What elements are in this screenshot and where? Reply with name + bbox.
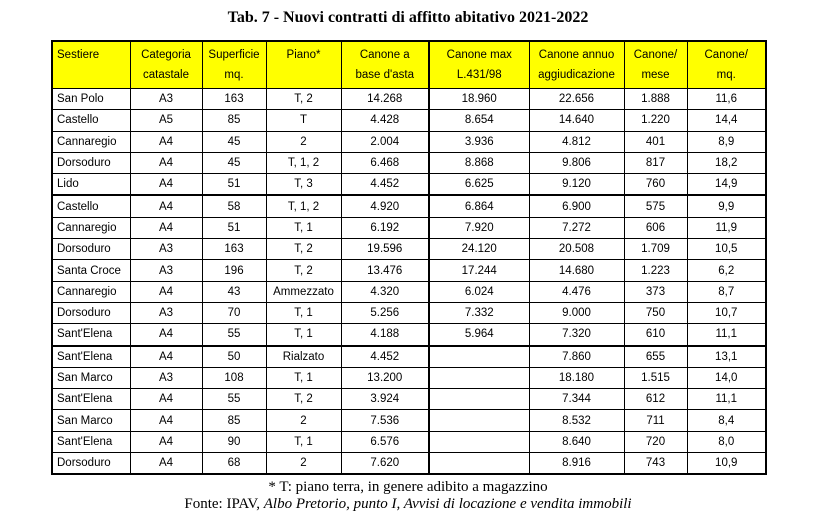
header-label: mq. (224, 69, 244, 81)
cell-canone-mese: 612 (624, 389, 687, 410)
cell-sestiere: Dorsoduro (52, 302, 130, 323)
cell-sestiere: Cannaregio (52, 281, 130, 302)
cell-canone-mq: 14,9 (687, 174, 766, 196)
cell-categoria-catastale: A3 (130, 367, 202, 388)
cell-canone-max (429, 453, 529, 475)
table-row (52, 239, 766, 260)
table-row (52, 260, 766, 281)
header-cell-superficie-mq (202, 41, 266, 89)
source-italic-text: Albo Pretorio, punto I, Avvisi di locazione e vendita immobili (263, 496, 632, 513)
cell-canone-base-asta: 4.188 (341, 324, 429, 346)
cell-canone-mese: 743 (624, 453, 687, 475)
header-cell-canone-annuo-aggiudicazione (529, 41, 624, 89)
header-label: aggiudicazione (538, 69, 615, 81)
cell-categoria-catastale: A4 (130, 131, 202, 152)
header-cell-categoria-catastale (130, 41, 202, 89)
cell-canone-base-asta: 7.536 (341, 410, 429, 431)
cell-canone-annuo-aggiudicazione: 14.680 (529, 260, 624, 281)
cell-sestiere: Dorsoduro (52, 152, 130, 173)
cell-canone-mese: 1.220 (624, 110, 687, 131)
table-row (52, 367, 766, 388)
cell-piano: 2 (266, 410, 341, 431)
header-label: Categoria (141, 49, 191, 61)
cell-canone-base-asta: 14.268 (341, 89, 429, 110)
cell-piano: T, 1, 2 (266, 152, 341, 173)
cell-canone-max: 18.960 (429, 89, 529, 110)
cell-canone-base-asta: 13.476 (341, 260, 429, 281)
cell-canone-max: 17.244 (429, 260, 529, 281)
cell-categoria-catastale: A4 (130, 389, 202, 410)
cell-canone-base-asta: 4.320 (341, 281, 429, 302)
cell-categoria-catastale: A4 (130, 453, 202, 475)
table-row (52, 302, 766, 323)
cell-superficie-mq: 163 (202, 89, 266, 110)
cell-sestiere: Castello (52, 110, 130, 131)
cell-categoria-catastale: A3 (130, 260, 202, 281)
cell-canone-mq: 8,0 (687, 431, 766, 452)
cell-canone-mese: 1.223 (624, 260, 687, 281)
cell-piano: T (266, 110, 341, 131)
cell-piano: T, 1 (266, 431, 341, 452)
cell-canone-mese: 373 (624, 281, 687, 302)
table-row (52, 453, 766, 475)
cell-canone-mq: 6,2 (687, 260, 766, 281)
cell-piano: T, 1 (266, 324, 341, 346)
cell-canone-annuo-aggiudicazione: 22.656 (529, 89, 624, 110)
table-row (52, 131, 766, 152)
cell-sestiere: San Marco (52, 410, 130, 431)
table-row (52, 195, 766, 217)
header-label: Canone/ (633, 49, 678, 61)
cell-superficie-mq: 50 (202, 346, 266, 368)
table-header (52, 41, 766, 89)
cell-categoria-catastale: A3 (130, 302, 202, 323)
header-label: base d'asta (355, 69, 414, 81)
header-label: Sestiere (57, 49, 100, 61)
header-cell-canone-max (429, 41, 529, 89)
cell-categoria-catastale: A4 (130, 152, 202, 173)
cell-canone-base-asta: 4.920 (341, 195, 429, 217)
cell-superficie-mq: 163 (202, 239, 266, 260)
table-row (52, 281, 766, 302)
table-row (52, 152, 766, 173)
cell-categoria-catastale: A4 (130, 217, 202, 238)
cell-superficie-mq: 85 (202, 110, 266, 131)
cell-superficie-mq: 90 (202, 431, 266, 452)
header-cell-canone-mese (624, 41, 687, 89)
source-line (0, 496, 816, 513)
cell-canone-mq: 18,2 (687, 152, 766, 173)
table-row (52, 389, 766, 410)
cell-canone-max: 6.024 (429, 281, 529, 302)
cell-canone-mq: 8,7 (687, 281, 766, 302)
cell-superficie-mq: 68 (202, 453, 266, 475)
table-row (52, 431, 766, 452)
cell-superficie-mq: 108 (202, 367, 266, 388)
cell-canone-mese: 720 (624, 431, 687, 452)
header-label: Superficie (208, 49, 260, 61)
cell-sestiere: San Marco (52, 367, 130, 388)
cell-piano: T, 1, 2 (266, 195, 341, 217)
cell-piano: 2 (266, 131, 341, 152)
cell-canone-max: 8.654 (429, 110, 529, 131)
header-label: Piano* (286, 49, 321, 61)
cell-canone-max: 6.625 (429, 174, 529, 196)
table-row (52, 346, 766, 368)
cell-canone-mese: 610 (624, 324, 687, 346)
cell-canone-mese: 606 (624, 217, 687, 238)
cell-canone-mese: 1.515 (624, 367, 687, 388)
cell-canone-mq: 9,9 (687, 195, 766, 217)
cell-sestiere: Sant'Elena (52, 346, 130, 368)
cell-canone-max: 6.864 (429, 195, 529, 217)
cell-superficie-mq: 55 (202, 389, 266, 410)
cell-categoria-catastale: A4 (130, 431, 202, 452)
cell-canone-max (429, 367, 529, 388)
cell-canone-annuo-aggiudicazione: 4.476 (529, 281, 624, 302)
cell-sestiere: Sant'Elena (52, 431, 130, 452)
cell-canone-mese: 817 (624, 152, 687, 173)
cell-piano: T, 1 (266, 302, 341, 323)
table-row (52, 110, 766, 131)
table-row (52, 174, 766, 196)
cell-categoria-catastale: A4 (130, 281, 202, 302)
cell-canone-mq: 11,1 (687, 324, 766, 346)
cell-canone-base-asta: 13.200 (341, 367, 429, 388)
header-label: mese (641, 69, 670, 81)
cell-sestiere: Sant'Elena (52, 324, 130, 346)
cell-canone-mq: 14,0 (687, 367, 766, 388)
cell-piano: T, 2 (266, 260, 341, 281)
header-label: mq. (716, 69, 736, 81)
cell-superficie-mq: 45 (202, 152, 266, 173)
cell-canone-annuo-aggiudicazione: 8.640 (529, 431, 624, 452)
cell-superficie-mq: 70 (202, 302, 266, 323)
cell-canone-mese: 401 (624, 131, 687, 152)
cell-canone-annuo-aggiudicazione: 8.532 (529, 410, 624, 431)
header-label: Canone/ (704, 49, 748, 61)
cell-canone-mq: 10,9 (687, 453, 766, 475)
cell-sestiere: Sant'Elena (52, 389, 130, 410)
cell-canone-mq: 11,1 (687, 389, 766, 410)
cell-canone-mese: 575 (624, 195, 687, 217)
cell-canone-mq: 8,9 (687, 131, 766, 152)
cell-canone-mese: 1.888 (624, 89, 687, 110)
cell-canone-max (429, 389, 529, 410)
cell-canone-max (429, 346, 529, 368)
cell-sestiere: Cannaregio (52, 131, 130, 152)
cell-canone-mq: 10,5 (687, 239, 766, 260)
cell-superficie-mq: 58 (202, 195, 266, 217)
table-row (52, 324, 766, 346)
table-row (52, 410, 766, 431)
cell-canone-annuo-aggiudicazione: 9.000 (529, 302, 624, 323)
cell-canone-base-asta: 6.468 (341, 152, 429, 173)
cell-categoria-catastale: A4 (130, 195, 202, 217)
cell-canone-annuo-aggiudicazione: 6.900 (529, 195, 624, 217)
header-cell-canone-base-asta (341, 41, 429, 89)
cell-canone-max: 8.868 (429, 152, 529, 173)
cell-sestiere: San Polo (52, 89, 130, 110)
cell-piano: 2 (266, 453, 341, 475)
cell-canone-base-asta: 4.428 (341, 110, 429, 131)
table-title: Tab. 7 - Nuovi contratti di affitto abitativo 2021-2022 (227, 9, 589, 26)
cell-canone-annuo-aggiudicazione: 7.272 (529, 217, 624, 238)
cell-canone-mq: 11,6 (687, 89, 766, 110)
cell-superficie-mq: 43 (202, 281, 266, 302)
cell-canone-base-asta: 6.192 (341, 217, 429, 238)
cell-canone-base-asta: 6.576 (341, 431, 429, 452)
table-row (52, 217, 766, 238)
cell-piano: T, 1 (266, 217, 341, 238)
header-cell-canone-mq (687, 41, 766, 89)
cell-canone-max: 24.120 (429, 239, 529, 260)
cell-sestiere: Dorsoduro (52, 239, 130, 260)
source-prefix: Fonte: IPAV, (184, 496, 264, 513)
table-row (52, 89, 766, 110)
cell-categoria-catastale: A3 (130, 239, 202, 260)
cell-piano: T, 2 (266, 389, 341, 410)
cell-canone-annuo-aggiudicazione: 7.860 (529, 346, 624, 368)
cell-sestiere: Dorsoduro (52, 453, 130, 475)
cell-sestiere: Castello (52, 195, 130, 217)
cell-categoria-catastale: A4 (130, 174, 202, 196)
cell-canone-mese: 760 (624, 174, 687, 196)
cell-piano: Rialzato (266, 346, 341, 368)
cell-canone-annuo-aggiudicazione: 9.120 (529, 174, 624, 196)
cell-canone-mese: 750 (624, 302, 687, 323)
cell-canone-mese: 1.709 (624, 239, 687, 260)
cell-canone-max (429, 410, 529, 431)
cell-categoria-catastale: A4 (130, 324, 202, 346)
cell-superficie-mq: 51 (202, 217, 266, 238)
cell-canone-mq: 8,4 (687, 410, 766, 431)
table-body (52, 89, 766, 475)
cell-canone-mq: 13,1 (687, 346, 766, 368)
cell-superficie-mq: 55 (202, 324, 266, 346)
cell-canone-mese: 711 (624, 410, 687, 431)
rent-contracts-table (51, 40, 767, 475)
cell-sestiere: Lido (52, 174, 130, 196)
cell-superficie-mq: 45 (202, 131, 266, 152)
cell-canone-base-asta: 2.004 (341, 131, 429, 152)
cell-piano: T, 1 (266, 367, 341, 388)
cell-canone-max: 3.936 (429, 131, 529, 152)
header-cell-piano (266, 41, 341, 89)
cell-categoria-catastale: A4 (130, 346, 202, 368)
cell-superficie-mq: 196 (202, 260, 266, 281)
cell-canone-mese: 655 (624, 346, 687, 368)
cell-categoria-catastale: A4 (130, 410, 202, 431)
header-cell-sestiere (52, 41, 130, 89)
cell-canone-max: 5.964 (429, 324, 529, 346)
cell-canone-annuo-aggiudicazione: 14.640 (529, 110, 624, 131)
cell-categoria-catastale: A3 (130, 89, 202, 110)
cell-canone-max (429, 431, 529, 452)
cell-canone-base-asta: 4.452 (341, 174, 429, 196)
cell-canone-annuo-aggiudicazione: 4.812 (529, 131, 624, 152)
header-label: Canone max (446, 49, 512, 61)
cell-canone-annuo-aggiudicazione: 8.916 (529, 453, 624, 475)
cell-canone-base-asta: 4.452 (341, 346, 429, 368)
cell-canone-annuo-aggiudicazione: 18.180 (529, 367, 624, 388)
cell-canone-annuo-aggiudicazione: 20.508 (529, 239, 624, 260)
cell-canone-max: 7.920 (429, 217, 529, 238)
cell-sestiere: Santa Croce (52, 260, 130, 281)
header-row (52, 41, 766, 89)
header-label: catastale (142, 69, 190, 81)
cell-piano: T, 2 (266, 89, 341, 110)
header-label: Canone a (359, 49, 410, 61)
cell-sestiere: Cannaregio (52, 217, 130, 238)
cell-piano: T, 2 (266, 239, 341, 260)
cell-canone-mq: 11,9 (687, 217, 766, 238)
header-label: Canone annuo (538, 49, 615, 61)
cell-canone-base-asta: 7.620 (341, 453, 429, 475)
footnote: * T: piano terra, in genere adibito a magazzino (268, 479, 548, 496)
cell-canone-base-asta: 19.596 (341, 239, 429, 260)
cell-canone-annuo-aggiudicazione: 7.320 (529, 324, 624, 346)
cell-canone-annuo-aggiudicazione: 9.806 (529, 152, 624, 173)
header-label: L.431/98 (456, 69, 502, 81)
cell-piano: Ammezzato (266, 281, 341, 302)
cell-piano: T, 3 (266, 174, 341, 196)
cell-canone-mq: 14,4 (687, 110, 766, 131)
cell-canone-base-asta: 5.256 (341, 302, 429, 323)
cell-superficie-mq: 51 (202, 174, 266, 196)
cell-canone-max: 7.332 (429, 302, 529, 323)
cell-superficie-mq: 85 (202, 410, 266, 431)
cell-canone-base-asta: 3.924 (341, 389, 429, 410)
cell-categoria-catastale: A5 (130, 110, 202, 131)
cell-canone-mq: 10,7 (687, 302, 766, 323)
cell-canone-annuo-aggiudicazione: 7.344 (529, 389, 624, 410)
